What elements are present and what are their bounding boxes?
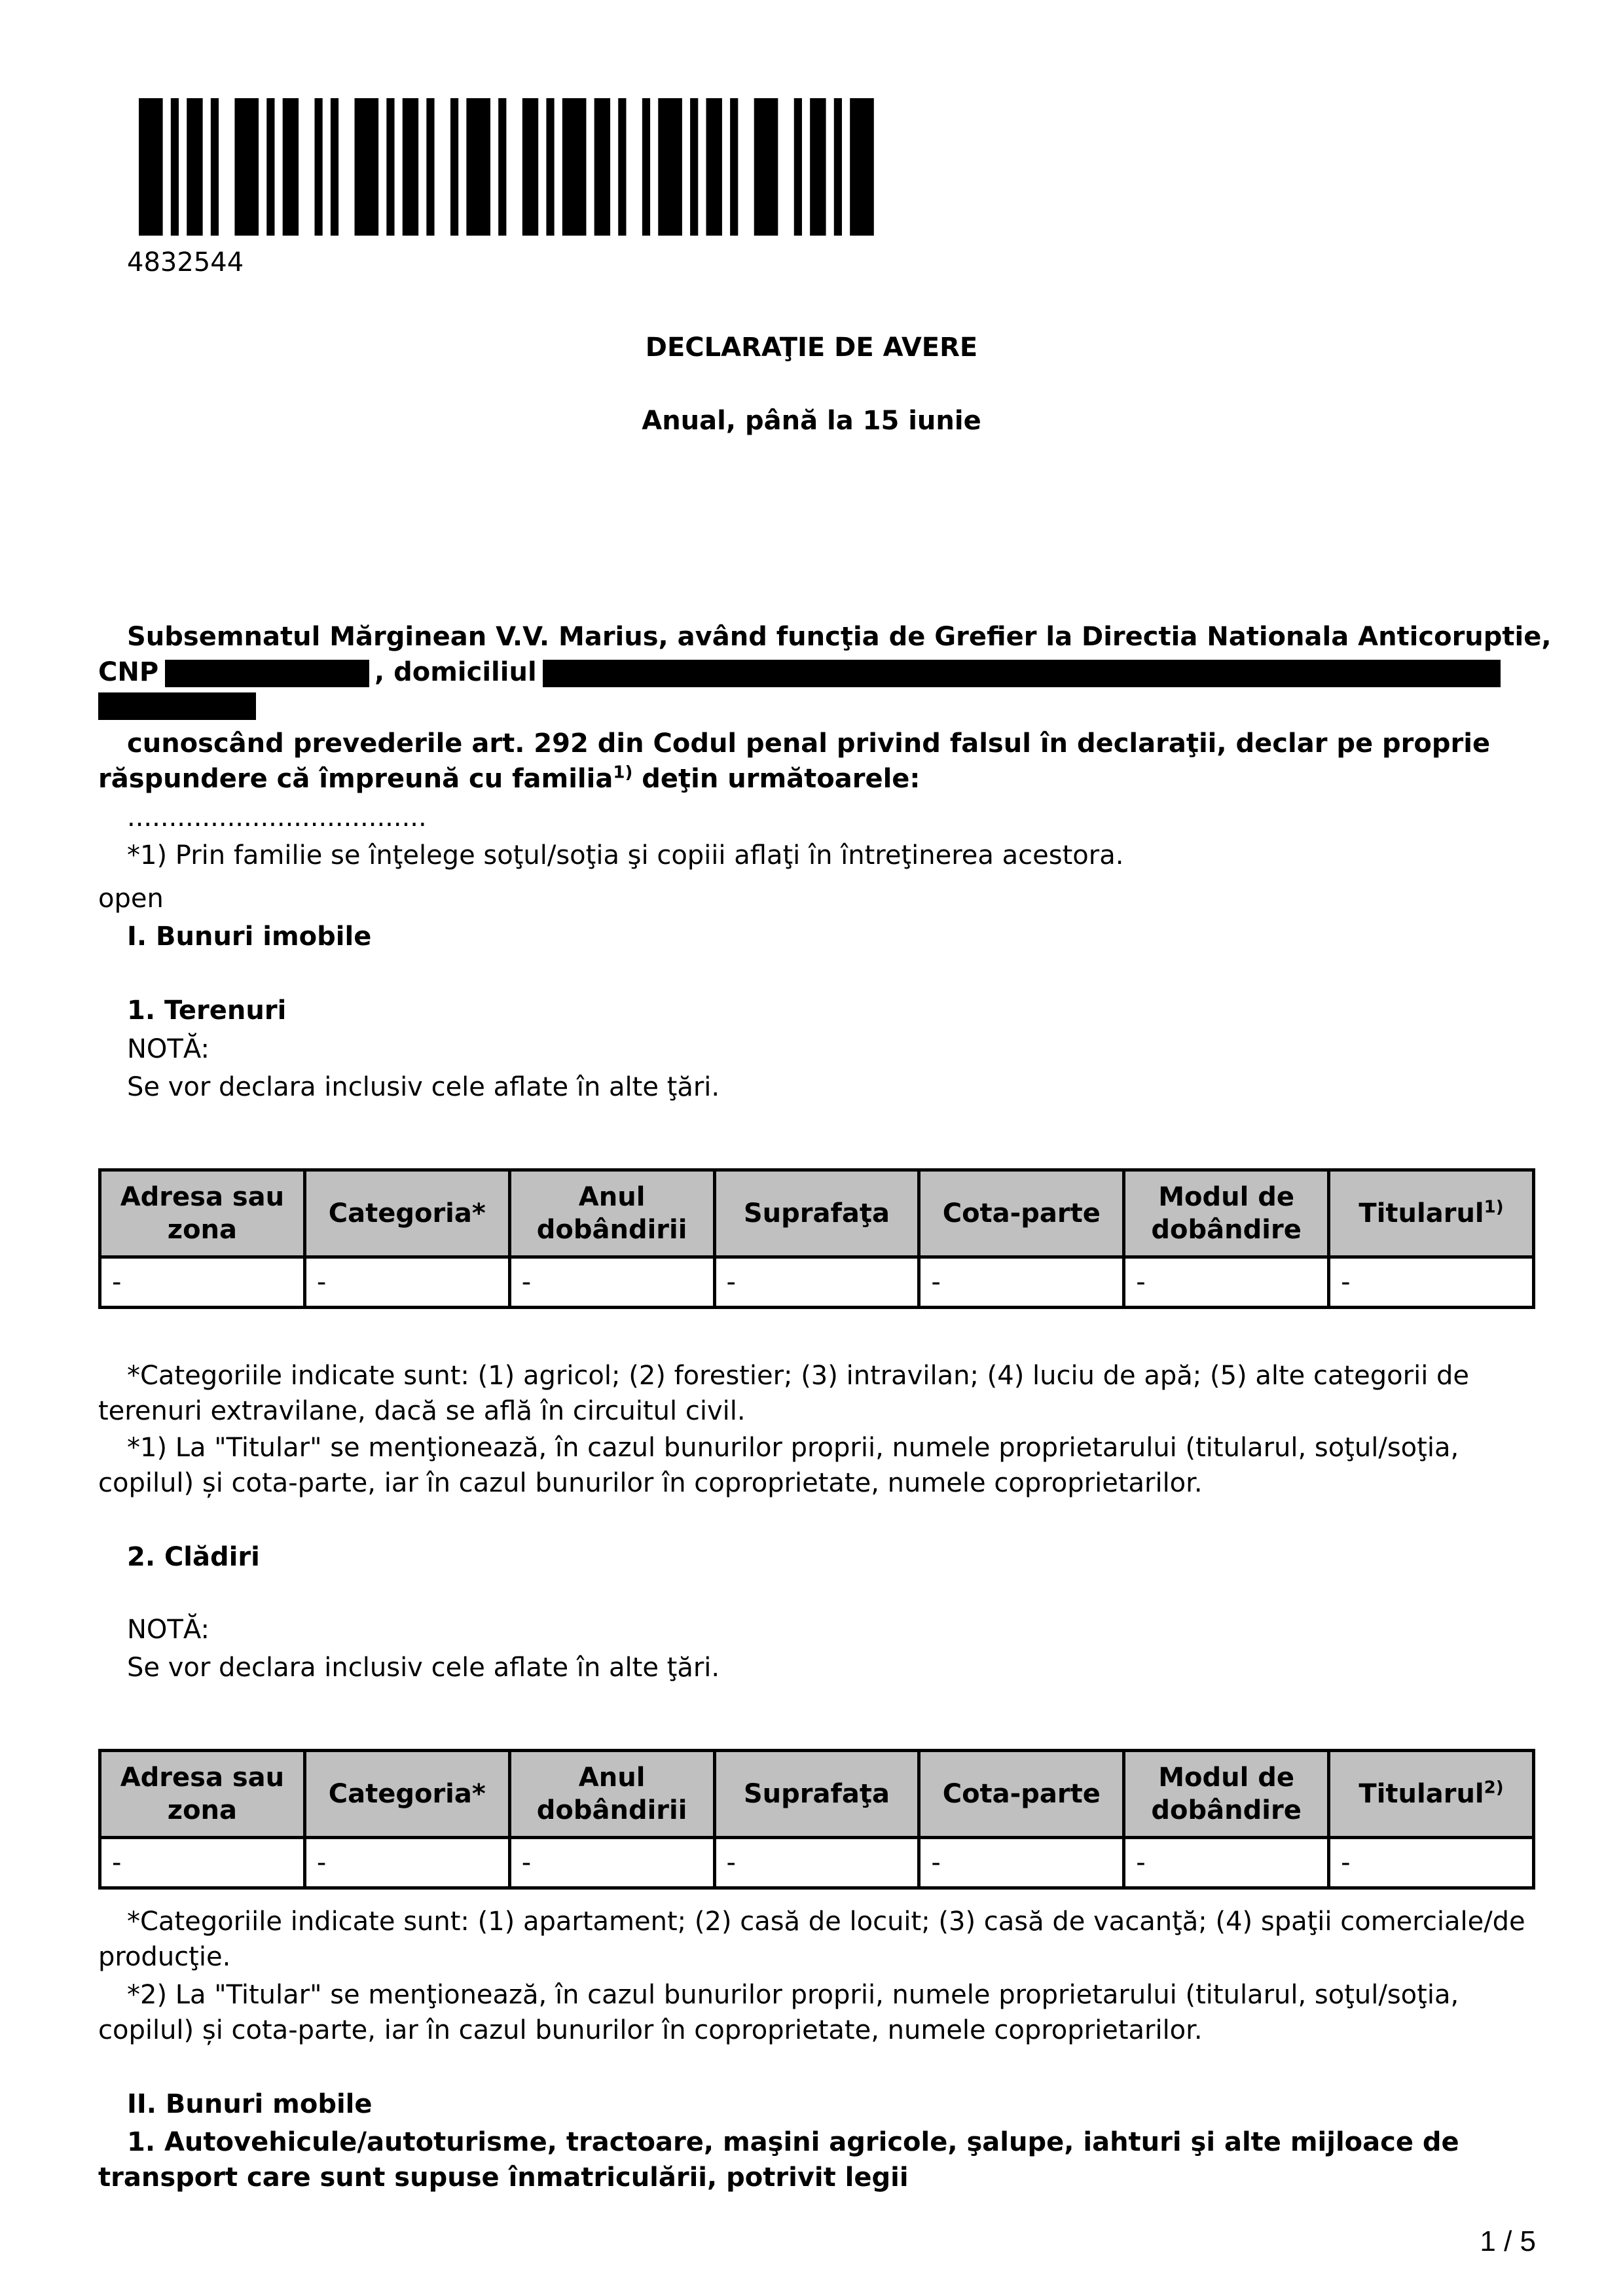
- subsection-cladiri-heading: 2. Clădiri: [127, 1542, 260, 1572]
- table-cell: -: [919, 1838, 1124, 1888]
- nota-label: NOTĂ:: [127, 1034, 210, 1064]
- redacted-cnp: [165, 660, 369, 687]
- section-2-heading: II. Bunuri mobile: [127, 2089, 373, 2119]
- categorii-cladiri-note-line-1: *Categoriile indicate sunt: (1) apartament; (2) casă de locuit; (3) casă de vacanţă; (4) spaţii comerciale/de: [127, 1907, 1525, 1937]
- autovehicule-heading-line-1: 1. Autovehicule/autoturisme, tractoare, maşini agricole, şalupe, iahturi şi alte mijloace de: [127, 2127, 1459, 2157]
- header-cota-parte: Cota-parte: [919, 1751, 1124, 1838]
- categorii-note-line-1: *Categoriile indicate sunt: (1) agricol; (2) forestier; (3) intravilan; (4) luciu de apă; (5) alte categorii de: [127, 1361, 1470, 1391]
- redacted-address: [543, 660, 1501, 687]
- page-number: 1 / 5: [1480, 2225, 1536, 2257]
- titular-2-note-line-2: copilul) și cota-parte, iar în cazul bunurilor în coproprietate, numele coproprietarilor.: [98, 2015, 1203, 2045]
- table-cell: -: [100, 1257, 305, 1308]
- subsection-terenuri-heading: 1. Terenuri: [127, 996, 287, 1026]
- nota-2-text: Se vor declara inclusiv cele aflate în alte ţări.: [127, 1653, 720, 1683]
- categorii-cladiri-note-line-2: producţie.: [98, 1942, 231, 1972]
- table-cell: -: [1329, 1257, 1534, 1308]
- cladiri-table: [98, 1749, 1535, 1890]
- autovehicule-heading-line-2: transport care sunt supuse înmatriculării, potrivit legii: [98, 2162, 909, 2193]
- table-header-row: [100, 1170, 1534, 1257]
- header-suprafata: Suprafaţa: [714, 1170, 919, 1257]
- header-categoria: Categoria*: [304, 1170, 509, 1257]
- domiciliul-label: , domiciliul: [374, 657, 537, 687]
- table-cell: -: [509, 1838, 714, 1888]
- table-cell: -: [714, 1257, 919, 1308]
- dotted-line: ....................................: [127, 802, 427, 833]
- header-titularul: Titularul$^{2)}$: [1329, 1751, 1534, 1838]
- table-cell: -: [1124, 1257, 1329, 1308]
- table-cell: -: [1124, 1838, 1329, 1888]
- table-row: [100, 1838, 1534, 1888]
- table-header-row: [100, 1751, 1534, 1838]
- table-cell: -: [1329, 1838, 1534, 1888]
- intro-line-3b: răspundere că împreună cu familia$^{1)}$ deţin următoarele:: [98, 762, 921, 794]
- table-cell: -: [919, 1257, 1124, 1308]
- document-subtitle: Anual, până la 15 iunie: [642, 406, 981, 436]
- header-titularul: Titularul$^{1)}$: [1329, 1170, 1534, 1257]
- header-anul: Anul dobândirii: [509, 1751, 714, 1838]
- section-1-heading: I. Bunuri imobile: [127, 922, 372, 952]
- table-cell: -: [100, 1838, 305, 1888]
- header-modul: Modul de dobândire: [1124, 1170, 1329, 1257]
- titular-note-line-1: *1) La "Titular" se menţionează, în cazul bunurilor proprii, numele proprietarului (titularul, soţul/soţia,: [127, 1433, 1459, 1463]
- nota-text: Se vor declara inclusiv cele aflate în alte ţări.: [127, 1072, 720, 1102]
- table-cell: -: [304, 1257, 509, 1308]
- header-categoria: Categoria*: [304, 1751, 509, 1838]
- barcode-image: [139, 98, 882, 236]
- table-cell: -: [509, 1257, 714, 1308]
- categorii-note-line-2: terenuri extravilane, dacă se află în circuitul civil.: [98, 1396, 746, 1426]
- intro-line-1: Subsemnatul Mărginean V.V. Marius, având funcţia de Grefier la Directia Nationala Anticoruptie,: [127, 622, 1552, 652]
- titular-2-note-line-1: *2) La "Titular" se menţionează, în cazul bunurilor proprii, numele proprietarului (titularul, soţul/soţia,: [127, 1980, 1459, 2010]
- barcode-number: 4832544: [127, 247, 244, 278]
- family-footnote: *1) Prin familie se înţelege soţul/soţia şi copiii aflaţi în întreţinerea acestora.: [127, 840, 1124, 870]
- redacted-address-continuation: [98, 692, 256, 720]
- table-cell: -: [304, 1838, 509, 1888]
- table-cell: -: [714, 1838, 919, 1888]
- titular-note-line-2: copilul) și cota-parte, iar în cazul bunurilor în coproprietate, numele coproprietarilor.: [98, 1468, 1203, 1498]
- header-adresa: Adresa sau zona: [100, 1751, 305, 1838]
- header-modul: Modul de dobândire: [1124, 1751, 1329, 1838]
- nota-2-label: NOTĂ:: [127, 1615, 210, 1645]
- cnp-label: CNP: [98, 657, 159, 687]
- header-suprafata: Suprafaţa: [714, 1751, 919, 1838]
- intro-line-3a: cunoscând prevederile art. 292 din Codul penal privind falsul în declaraţii, declar pe proprie: [127, 728, 1491, 759]
- header-adresa: Adresa sau zona: [100, 1170, 305, 1257]
- table-row: [100, 1257, 1534, 1308]
- document-title: DECLARAŢIE DE AVERE: [645, 332, 978, 363]
- open-label: open: [98, 884, 164, 914]
- header-anul: Anul dobândirii: [509, 1170, 714, 1257]
- terenuri-table: [98, 1168, 1535, 1309]
- header-cota-parte: Cota-parte: [919, 1170, 1124, 1257]
